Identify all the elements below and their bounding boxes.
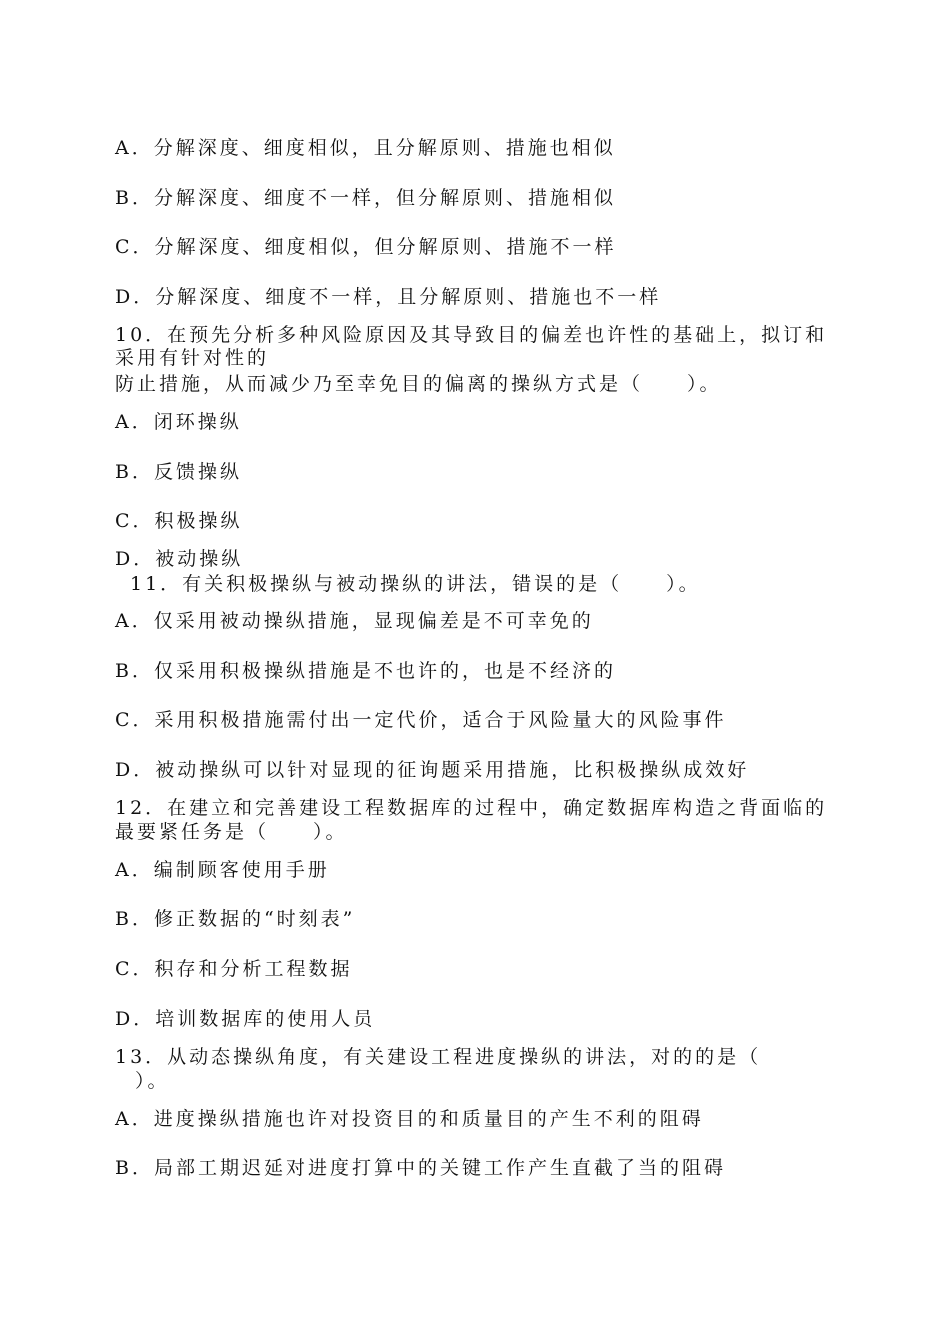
q12-stem-line1: 12．在建立和完善建设工程数据库的过程中，确定数据库构造之背面临的 bbox=[115, 797, 828, 819]
q10-stem-line3: 防止措施，从而减少乃至幸免目的偏离的操纵方式是（ ）。 bbox=[115, 373, 722, 395]
q11-option-c: C．采用积极措施需付出一定代价，适合于风险量大的风险事件 bbox=[115, 709, 727, 731]
q13-option-b: B．局部工期迟延对进度打算中的关键工作产生直截了当的阻碍 bbox=[115, 1157, 726, 1179]
q9-option-d: D．分解深度、细度不一样，且分解原则、措施也不一样 bbox=[115, 286, 662, 308]
q11-option-b: B．仅采用积极操纵措施是不也许的，也是不经济的 bbox=[115, 660, 616, 682]
q10-option-b: B．反馈操纵 bbox=[115, 461, 242, 483]
q9-option-c: C．分解深度、细度相似，但分解原则、措施不一样 bbox=[115, 236, 617, 258]
q11-option-a: A．仅采用被动操纵措施，显现偏差是不可幸免的 bbox=[115, 610, 594, 632]
q13-option-a: A．进度操纵措施也许对投资目的和质量目的产生不利的阻碍 bbox=[115, 1108, 704, 1130]
q10-option-a: A．闭环操纵 bbox=[115, 411, 242, 433]
q12-option-a: A．编制顾客使用手册 bbox=[115, 859, 330, 881]
q10-stem-line2: 采用有针对性的 bbox=[115, 347, 270, 369]
q10-option-c: C．积极操纵 bbox=[115, 510, 243, 532]
q9-option-b: B．分解深度、细度不一样，但分解原则、措施相似 bbox=[115, 187, 616, 209]
q10-stem-line1: 10．在预先分析多种风险原因及其导致目的偏差也许性的基础上，拟订和 bbox=[115, 324, 828, 346]
q12-option-c: C．积存和分析工程数据 bbox=[115, 958, 353, 980]
q13-stem-line1: 13．从动态操纵角度，有关建设工程进度操纵的讲法，对的的是（ bbox=[115, 1046, 762, 1068]
q13-stem-line2: ）。 bbox=[135, 1070, 170, 1092]
q11-option-d: D．被动操纵可以针对显现的征询题采用措施，比积极操纵成效好 bbox=[115, 759, 750, 781]
q12-option-b: B．修正数据的“时刻表” bbox=[115, 908, 356, 930]
q12-stem-line2: 最要紧任务是（ ）。 bbox=[115, 821, 348, 843]
q12-option-d: D．培训数据库的使用人员 bbox=[115, 1008, 376, 1030]
q10-option-d: D．被动操纵 bbox=[115, 548, 244, 570]
q9-option-a: A．分解深度、细度相似，且分解原则、措施也相似 bbox=[115, 137, 616, 159]
q11-stem: 11．有关积极操纵与被动操纵的讲法，错误的是（ ）。 bbox=[130, 573, 701, 595]
